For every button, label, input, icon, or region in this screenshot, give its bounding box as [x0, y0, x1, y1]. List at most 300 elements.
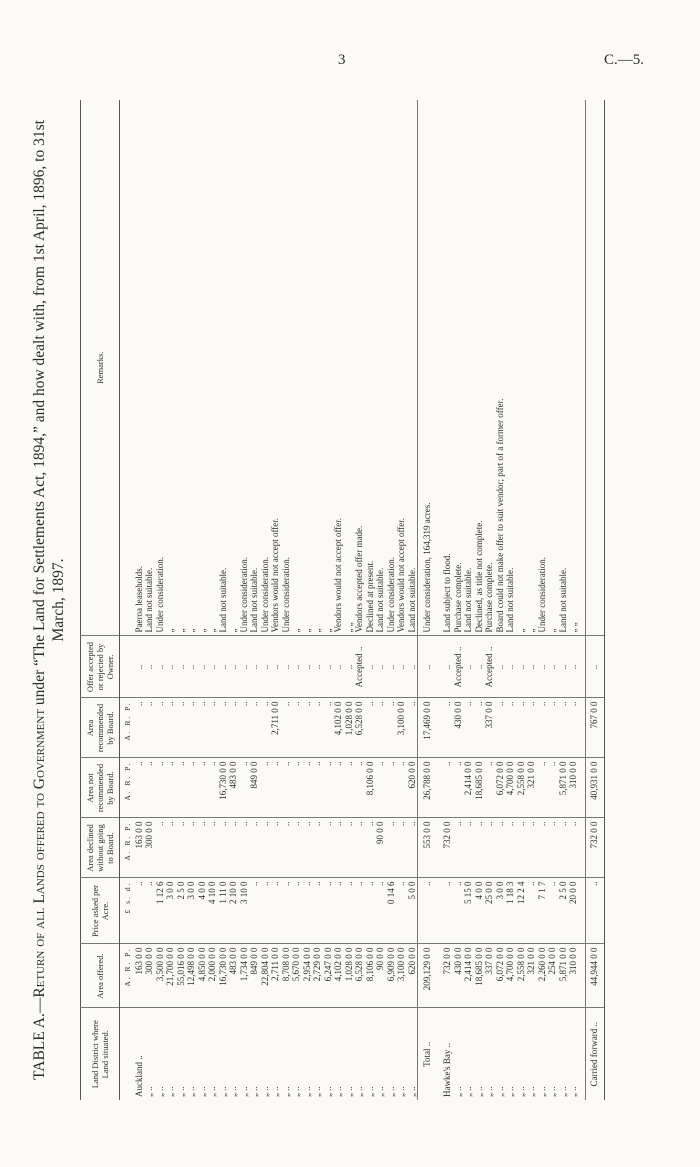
cell-declined: ..: [344, 818, 355, 878]
cell-offered: 90 0 0: [375, 944, 386, 1008]
cell-district: „ ..: [344, 1008, 355, 1100]
cell-rec: ..: [239, 698, 250, 758]
cell-owner: ..: [344, 636, 355, 698]
table-row: [495, 100, 506, 1100]
cell-offered: 620 0 0: [407, 944, 418, 1008]
cell-declined: ..: [207, 818, 218, 878]
cell-district: „ ..: [537, 1008, 548, 1100]
cell-offered: 209,129 0 0: [418, 944, 437, 1008]
cell-rec: ..: [474, 698, 485, 758]
cell-offered: 732 0 0: [442, 944, 453, 1008]
cell-offered: 21,700 0 0: [165, 944, 176, 1008]
cell-price: 12 2 4: [516, 878, 527, 944]
cell-offered: 1,028 0 0: [344, 944, 355, 1008]
cell-owner: ..: [418, 636, 437, 698]
cell-declined: ..: [354, 818, 365, 878]
cell-rec: ..: [228, 698, 239, 758]
cell-declined: ..: [495, 818, 506, 878]
cell-district: „ ..: [495, 1008, 506, 1100]
cell-not-rec: ..: [176, 758, 187, 818]
cell-district: „ ..: [312, 1008, 323, 1100]
cell-owner: ..: [333, 636, 344, 698]
cell-owner: ..: [197, 636, 208, 698]
col-header-area-offered: Area offered.: [81, 944, 120, 1008]
cell-price: ..: [547, 878, 558, 944]
cell-declined: ..: [505, 818, 516, 878]
col-header-remarks: Remarks.: [81, 100, 120, 636]
cell-offered: 254 0 0: [547, 944, 558, 1008]
cell-remarks: Land not suitable.: [249, 567, 259, 633]
cell-not-rec: ..: [134, 758, 145, 818]
cell-offered: 849 0 0: [249, 944, 260, 1008]
cell-rec: ..: [218, 698, 229, 758]
cell-remarks: „: [322, 628, 333, 633]
table-row: [260, 100, 271, 1100]
cell-owner: ..: [365, 636, 376, 698]
cell-not-rec: ..: [547, 758, 558, 818]
cell-rec: ..: [260, 698, 271, 758]
cell-not-rec: ..: [291, 758, 302, 818]
cell-not-rec: ..: [155, 758, 166, 818]
col-header-district: Land District where Land situated.: [81, 1008, 120, 1100]
cell-district: „ ..: [218, 1008, 229, 1100]
cell-district: „ ..: [228, 1008, 239, 1100]
table-row: [270, 100, 281, 1100]
cell-owner: ..: [270, 636, 281, 698]
cell-declined: ..: [386, 818, 397, 878]
cell-remarks: Vendors would not accept offer.: [270, 517, 280, 633]
cell-offered: 2,414 0 0: [463, 944, 474, 1008]
cell-remarks: Under consideration.: [154, 557, 165, 633]
cell-remarks: Land not suitable.: [375, 567, 385, 633]
cell-remarks: Land subject to flood.: [442, 553, 452, 633]
cell-remarks: „: [526, 628, 536, 633]
cell-price: ..: [442, 878, 453, 944]
cell-remarks: Land not suitable.: [217, 567, 228, 633]
table-row: [365, 100, 376, 1100]
cell-rec: ..: [516, 698, 527, 758]
cell-offered: 3,100 0 0: [396, 944, 407, 1008]
cell-price: 3 0 0: [165, 878, 176, 944]
cell-declined: ..: [197, 818, 208, 878]
cell-remarks: Vendors accepted offer made.: [354, 525, 364, 633]
cell-remarks: Land not suitable.: [463, 567, 473, 633]
units-row: [120, 100, 134, 1100]
cell-declined: ..: [463, 818, 474, 878]
cell-not-rec: 18,685 0 0: [474, 758, 485, 818]
cell-remarks: „: [291, 628, 301, 633]
cell-remarks: Purchase complete.: [484, 562, 494, 633]
cell-declined: ..: [260, 818, 271, 878]
cell-not-rec: 26,788 0 0: [418, 758, 437, 818]
cell-offered: 483 0 0: [228, 944, 239, 1008]
cell-price: ..: [260, 878, 271, 944]
cell-district: „ ..: [474, 1008, 485, 1100]
cell-rec: ..: [302, 698, 313, 758]
table-row: [474, 100, 485, 1100]
cell-owner: ..: [558, 636, 569, 698]
table-row: [186, 100, 197, 1100]
cell-rec: ..: [463, 698, 474, 758]
cell-not-rec: ..: [197, 758, 208, 818]
cell-price: ..: [291, 878, 302, 944]
lands-table: [80, 100, 605, 1100]
cell-rec: ..: [249, 698, 260, 758]
cell-remarks: Land not suitable.: [505, 567, 515, 633]
cell-price: ..: [312, 878, 323, 944]
cell-remarks: Land not suitable.: [144, 567, 154, 633]
cell-rec: ..: [505, 698, 516, 758]
cell-rec: 1,028 0 0: [344, 698, 355, 758]
cell-rec: 337 0 0: [484, 698, 495, 758]
cell-price: 1 11 0: [218, 878, 229, 944]
cell-district: „ ..: [547, 1008, 558, 1100]
table-row: [505, 100, 516, 1100]
cell-not-rec: ..: [354, 758, 365, 818]
cell-rec: ..: [547, 698, 558, 758]
cell-remarks: Under consideration.: [238, 557, 249, 633]
cell-offered: 3,500 0 0: [155, 944, 166, 1008]
table-row: [568, 100, 579, 1100]
cell-declined: ..: [547, 818, 558, 878]
cell-not-rec: ..: [537, 758, 548, 818]
table-row: [547, 100, 558, 1100]
title-caps: Return of all Lands offered to Government: [31, 708, 48, 998]
cell-rec: ..: [526, 698, 537, 758]
cell-district: „ ..: [375, 1008, 386, 1100]
cell-remarks: Purchase complete.: [452, 562, 463, 633]
cell-declined: 732 0 0: [585, 818, 604, 878]
cell-district: Carried forward ..: [585, 1008, 604, 1100]
cell-offered: 12,498 0 0: [186, 944, 197, 1008]
cell-district: „ ..: [568, 1008, 579, 1100]
cell-district: „ ..: [176, 1008, 187, 1100]
table-row: [407, 100, 418, 1100]
cell-offered: 55,016 0 0: [176, 944, 187, 1008]
cell-not-rec: ..: [312, 758, 323, 818]
units-area: A. R. P.: [120, 698, 134, 758]
cell-declined: 163 0 0: [134, 818, 145, 878]
cell-owner: ..: [260, 636, 271, 698]
units-area: A. R. P.: [120, 758, 134, 818]
units-blank: [120, 1008, 134, 1100]
cell-rec: ..: [134, 698, 145, 758]
document-code: C.—5.: [604, 52, 645, 68]
cell-owner: ..: [228, 636, 239, 698]
col-header-declined: Area declined without going to Board.: [81, 818, 120, 878]
cell-not-rec: ..: [165, 758, 176, 818]
cell-declined: ..: [249, 818, 260, 878]
cell-not-rec: 4,700 0 0: [505, 758, 516, 818]
table-row: [453, 100, 464, 1100]
table-row: [344, 100, 355, 1100]
cell-not-rec: 310 0 0: [568, 758, 579, 818]
cell-owner: ..: [165, 636, 176, 698]
cell-district: „ ..: [365, 1008, 376, 1100]
cell-declined: ..: [155, 818, 166, 878]
cell-district: „ ..: [386, 1008, 397, 1100]
cell-not-rec: 40,931 0 0: [585, 758, 604, 818]
cell-owner: ..: [302, 636, 313, 698]
cell-rec: ..: [365, 698, 376, 758]
cell-offered: 430 0 0: [453, 944, 464, 1008]
cell-remarks: Vendors would not accept offer.: [396, 517, 406, 633]
col-header-recommended: Area recommended by Board.: [81, 698, 120, 758]
cell-remarks: Vendors would not accept offer.: [333, 517, 343, 633]
cell-rec: 4,102 0 0: [333, 698, 344, 758]
table-row: [323, 100, 334, 1100]
carried-forward-row: [585, 100, 604, 1100]
cell-declined: ..: [365, 818, 376, 878]
cell-declined: 553 0 0: [418, 818, 437, 878]
cell-declined: ..: [270, 818, 281, 878]
cell-owner: ..: [568, 636, 579, 698]
cell-not-rec: ..: [239, 758, 250, 818]
table-body: [120, 100, 605, 1100]
cell-not-rec: ..: [344, 758, 355, 818]
cell-not-rec: 2,558 0 0: [516, 758, 527, 818]
cell-declined: ..: [558, 818, 569, 878]
cell-price: ..: [333, 878, 344, 944]
cell-price: 5 15 0: [463, 878, 474, 944]
col-header-price: Price asked per Acre.: [81, 878, 120, 944]
cell-not-rec: ..: [453, 758, 464, 818]
cell-remarks: [585, 100, 604, 636]
total-row: [418, 100, 437, 1100]
cell-district: „ ..: [484, 1008, 495, 1100]
cell-not-rec: ..: [375, 758, 386, 818]
cell-district: „ ..: [516, 1008, 527, 1100]
cell-offered: 44,944 0 0: [585, 944, 604, 1008]
cell-price: ..: [453, 878, 464, 944]
cell-offered: 5,871 0 0: [558, 944, 569, 1008]
cell-offered: 6,909 0 0: [386, 944, 397, 1008]
cell-offered: 22,804 0 0: [260, 944, 271, 1008]
table-row: [386, 100, 397, 1100]
header-row: [81, 100, 120, 1100]
cell-remarks: Under consideration, 164,319 acres.: [418, 100, 437, 636]
table-row: [218, 100, 229, 1100]
cell-not-rec: 6,072 0 0: [495, 758, 506, 818]
cell-rec: 430 0 0: [453, 698, 464, 758]
cell-owner: ..: [176, 636, 187, 698]
units-price: £ s. d.: [120, 878, 134, 944]
cell-owner: ..: [407, 636, 418, 698]
cell-rec: ..: [386, 698, 397, 758]
table-title: [30, 100, 68, 1100]
cell-district: „ ..: [396, 1008, 407, 1100]
cell-price: ..: [302, 878, 313, 944]
cell-not-rec: ..: [186, 758, 197, 818]
cell-rec: ..: [165, 698, 176, 758]
table-row: [144, 100, 155, 1100]
cell-owner: ..: [186, 636, 197, 698]
cell-price: 2 5 0: [558, 878, 569, 944]
cell-district: Hawke's Bay ..: [442, 1008, 453, 1100]
cell-district: „ ..: [165, 1008, 176, 1100]
cell-rec: ..: [281, 698, 292, 758]
cell-offered: 337 0 0: [484, 944, 495, 1008]
cell-owner: ..: [396, 636, 407, 698]
cell-price: ..: [270, 878, 281, 944]
cell-declined: ..: [186, 818, 197, 878]
cell-remarks: „: [301, 628, 312, 633]
table-row: [165, 100, 176, 1100]
cell-remarks: Under consideration.: [259, 557, 270, 633]
cell-price: 3 0 0: [186, 878, 197, 944]
cell-district: „ ..: [323, 1008, 334, 1100]
cell-district: Auckland ..: [134, 1008, 145, 1100]
cell-rec: ..: [207, 698, 218, 758]
cell-declined: ..: [218, 818, 229, 878]
cell-remarks: Under consideration.: [385, 557, 396, 633]
cell-price: 7 1 7: [537, 878, 548, 944]
cell-not-rec: 2,414 0 0: [463, 758, 474, 818]
cell-remarks: Paeroa leaseholds.: [133, 566, 144, 633]
cell-offered: 300 0 0: [144, 944, 155, 1008]
cell-offered: 6,072 0 0: [495, 944, 506, 1008]
cell-declined: ..: [176, 818, 187, 878]
cell-owner: ..: [505, 636, 516, 698]
cell-district: „ ..: [291, 1008, 302, 1100]
cell-declined: ..: [568, 818, 579, 878]
cell-not-rec: 483 0 0: [228, 758, 239, 818]
cell-price: 4 0 0: [474, 878, 485, 944]
cell-remarks: „: [207, 628, 217, 633]
table-row: [396, 100, 407, 1100]
cell-not-rec: ..: [442, 758, 453, 818]
cell-owner: ..: [249, 636, 260, 698]
cell-district: Total ..: [418, 1008, 437, 1100]
cell-district: „ ..: [144, 1008, 155, 1100]
cell-owner: ..: [516, 636, 527, 698]
cell-owner: ..: [323, 636, 334, 698]
col-header-owner: Offer accepted or rejected by Owner.: [81, 636, 120, 698]
cell-remarks: „: [228, 628, 238, 633]
cell-not-rec: 16,730 0 0: [218, 758, 229, 818]
cell-district: „ ..: [463, 1008, 474, 1100]
cell-district: „ ..: [453, 1008, 464, 1100]
table-row: [558, 100, 569, 1100]
cell-not-rec: ..: [396, 758, 407, 818]
table-row: [333, 100, 344, 1100]
cell-district: „ ..: [155, 1008, 166, 1100]
cell-rec: ..: [155, 698, 166, 758]
cell-owner: ..: [585, 636, 604, 698]
cell-not-rec: ..: [207, 758, 218, 818]
cell-declined: ..: [396, 818, 407, 878]
cell-rec: 767 0 0: [585, 698, 604, 758]
cell-district: „ ..: [270, 1008, 281, 1100]
table-row: [516, 100, 527, 1100]
cell-offered: 321 0 0: [526, 944, 537, 1008]
cell-price: 3 0 0: [495, 878, 506, 944]
cell-price: 0 14 6: [386, 878, 397, 944]
table-row: [442, 100, 453, 1100]
cell-owner: ..: [207, 636, 218, 698]
table-row: [281, 100, 292, 1100]
cell-offered: 2,000 0 0: [207, 944, 218, 1008]
cell-declined: ..: [228, 818, 239, 878]
title-lead: TABLE A.—: [31, 997, 48, 1080]
cell-rec: ..: [312, 698, 323, 758]
cell-declined: 732 0 0: [442, 818, 453, 878]
cell-offered: 6,247 0 0: [323, 944, 334, 1008]
cell-remarks: Under consideration.: [280, 557, 291, 633]
cell-owner: ..: [291, 636, 302, 698]
cell-remarks: „: [515, 628, 526, 633]
cell-declined: ..: [302, 818, 313, 878]
cell-not-rec: ..: [386, 758, 397, 818]
cell-price: 2 5 0: [176, 878, 187, 944]
cell-district: „ ..: [302, 1008, 313, 1100]
cell-offered: 2,260 0 0: [537, 944, 548, 1008]
table-row: [249, 100, 260, 1100]
cell-remarks: „: [186, 628, 196, 633]
cell-owner: ..: [239, 636, 250, 698]
page-number: 3: [338, 52, 346, 68]
cell-not-rec: ..: [144, 758, 155, 818]
cell-declined: ..: [537, 818, 548, 878]
cell-not-rec: 5,871 0 0: [558, 758, 569, 818]
units-area: A. R. P.: [120, 944, 134, 1008]
cell-not-rec: 321 0 0: [526, 758, 537, 818]
cell-price: 1 18 3: [505, 878, 516, 944]
cell-owner: ..: [463, 636, 474, 698]
cell-declined: ..: [165, 818, 176, 878]
cell-declined: ..: [453, 818, 464, 878]
cell-rec: ..: [568, 698, 579, 758]
cell-district: „ ..: [281, 1008, 292, 1100]
cell-declined: ..: [312, 818, 323, 878]
table-row: [134, 100, 145, 1100]
cell-price: 4 10 0: [207, 878, 218, 944]
cell-remarks: Land not suitable.: [557, 567, 568, 633]
cell-district: „ ..: [558, 1008, 569, 1100]
cell-price: ..: [585, 878, 604, 944]
cell-district: „ ..: [260, 1008, 271, 1100]
table-row: [176, 100, 187, 1100]
cell-district: „ ..: [505, 1008, 516, 1100]
cell-owner: ..: [155, 636, 166, 698]
cell-district: „ ..: [333, 1008, 344, 1100]
cell-owner: ..: [375, 636, 386, 698]
cell-declined: ..: [516, 818, 527, 878]
cell-rec: 17,469 0 0: [418, 698, 437, 758]
cell-price: ..: [344, 878, 355, 944]
cell-rec: 6,528 0 0: [354, 698, 365, 758]
cell-price: ..: [323, 878, 334, 944]
cell-declined: ..: [484, 818, 495, 878]
table-row: [228, 100, 239, 1100]
cell-offered: 4,700 0 0: [505, 944, 516, 1008]
table-row: [463, 100, 474, 1100]
units-blank: [120, 100, 134, 636]
cell-remarks: „: [312, 628, 322, 633]
cell-not-rec: ..: [484, 758, 495, 818]
cell-offered: 16,730 0 0: [218, 944, 229, 1008]
cell-not-rec: ..: [260, 758, 271, 818]
cell-not-rec: ..: [270, 758, 281, 818]
cell-offered: 4,850 0 0: [197, 944, 208, 1008]
rotated-table-block: [30, 100, 650, 1100]
cell-price: 4 0 0: [197, 878, 208, 944]
cell-owner: Accepted ..: [453, 636, 464, 698]
cell-remarks: „: [165, 628, 175, 633]
cell-district: „ ..: [249, 1008, 260, 1100]
cell-owner: ..: [218, 636, 229, 698]
cell-price: ..: [354, 878, 365, 944]
